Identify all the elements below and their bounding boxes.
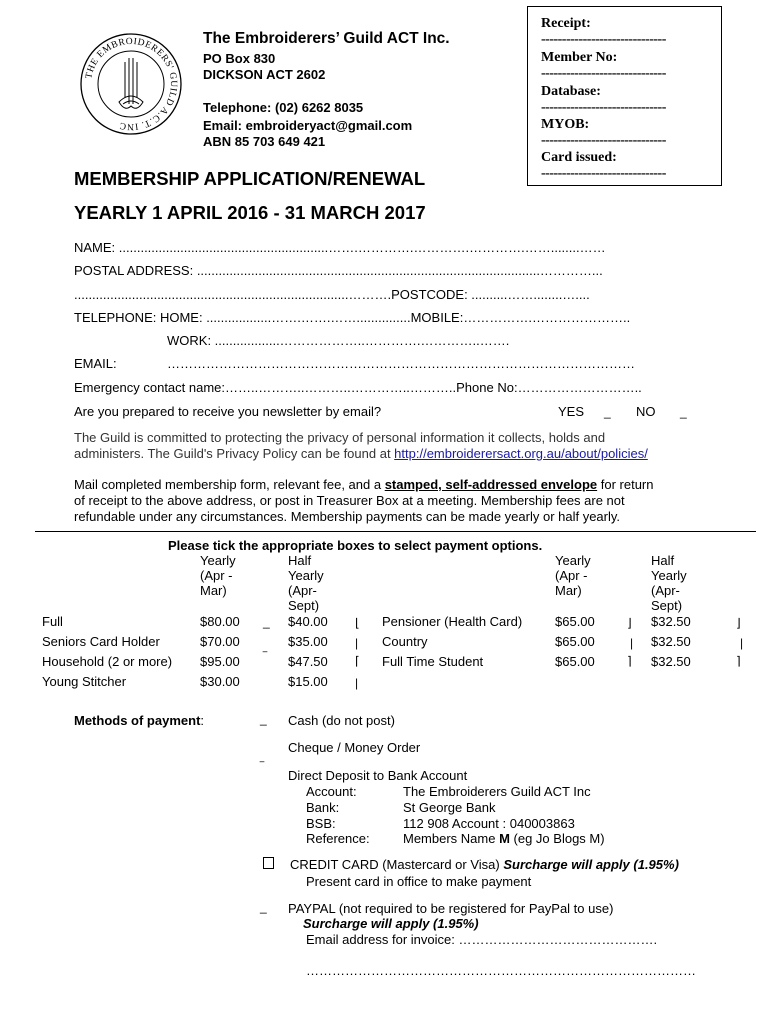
email: Email: embroideryact@gmail.com <box>203 118 413 133</box>
no-label: NO <box>636 404 656 419</box>
envelope-emphasis: stamped, self-addressed envelope <box>384 477 598 492</box>
tick-box[interactable]: _ <box>263 615 270 629</box>
methods-colon: : <box>200 713 205 728</box>
col-header-half: Half Yearly (Apr- Sept) <box>288 553 324 613</box>
dash-line: ------------------------------ <box>541 166 666 181</box>
tick-box[interactable]: | <box>355 636 359 650</box>
fee-name: Pensioner (Health Card) <box>382 614 523 629</box>
tick-box[interactable]: ⌊ <box>355 616 360 630</box>
bsb-value: 112 908 Account : 040003863 <box>403 816 575 831</box>
database-label: Database: <box>541 84 601 99</box>
account-value: The Embroiderers Guild ACT Inc <box>403 784 591 799</box>
abn: ABN 85 703 649 421 <box>203 134 326 149</box>
org-name: The Embroiderers’ Guild ACT Inc. <box>203 30 450 47</box>
newsletter-question: Are you prepared to receive you newsletter by email? <box>74 404 382 419</box>
myob-label: MYOB: <box>541 117 590 132</box>
privacy-policy-link[interactable]: http://embroiderersact.org.au/about/policies/ <box>394 446 648 461</box>
office-use-box <box>527 6 722 186</box>
fee-half: $47.50 <box>288 654 328 669</box>
paypal-option: PAYPAL (not required to be registered for PayPal to use) <box>288 901 614 916</box>
bank-label: Bank: <box>306 800 340 815</box>
fee-half: $32.50 <box>651 614 691 629</box>
receipt-label: Receipt: <box>541 16 591 31</box>
suburb: DICKSON ACT 2602 <box>203 67 326 82</box>
postal-address-field[interactable]: POSTAL ADDRESS: ...............................................................................................…………... <box>74 263 603 278</box>
paypal-email-field[interactable]: Email address for invoice: ………………………………………. <box>306 932 658 947</box>
fee-yearly: $80.00 <box>200 614 240 629</box>
reference-label: Reference: <box>306 831 370 846</box>
cheque-option: Cheque / Money Order <box>288 740 421 755</box>
paypal-surcharge: Surcharge will apply (1.95%) <box>303 916 479 931</box>
tick-box[interactable]: ⌋ <box>736 616 741 630</box>
surcharge-note: Surcharge will apply (1.95%) <box>503 857 679 872</box>
fee-name: Seniors Card Holder <box>42 634 160 649</box>
fee-half: $15.00 <box>288 674 328 689</box>
tick-box[interactable]: ⌈ <box>355 654 360 668</box>
tick-box[interactable]: | <box>630 636 634 650</box>
account-label: Account: <box>306 784 357 799</box>
paypal-tick[interactable]: _ <box>260 900 267 914</box>
mail-line-2: of receipt to the above address, or post in Treasurer Box at a meeting. Membership fees are not <box>74 493 625 508</box>
deposit-option: Direct Deposit to Bank Account <box>288 768 468 783</box>
fee-yearly: $65.00 <box>555 654 595 669</box>
fee-name: Country <box>382 634 428 649</box>
name-field[interactable]: NAME: ..........................................................…….………….………….………….……........…… <box>74 240 606 255</box>
work-phone-field[interactable]: WORK: ..................………………..………….…………..……. <box>167 333 510 348</box>
credit-card-checkbox[interactable] <box>263 857 274 869</box>
fee-name: Full <box>42 614 63 629</box>
member-no-label: Member No: <box>541 50 618 65</box>
email-label: EMAIL: <box>74 356 117 371</box>
guild-logo <box>79 32 183 136</box>
reference-value <box>403 831 605 846</box>
col-header-half: Half Yearly (Apr- Sept) <box>651 553 687 613</box>
col-header-yearly: Yearly (Apr - Mar) <box>555 553 591 598</box>
yes-checkbox[interactable]: _ <box>604 405 611 419</box>
bsb-label: BSB: <box>306 816 336 831</box>
telephone-field[interactable]: TELEPHONE: HOME: ..................…….…….……...............MOBILE:…………….………………….. <box>74 310 631 325</box>
reference-emphasis: M <box>499 831 510 846</box>
credit-card-option <box>290 857 679 872</box>
fee-half: $40.00 <box>288 614 328 629</box>
form-title: MEMBERSHIP APPLICATION/RENEWAL <box>74 168 426 189</box>
no-checkbox[interactable]: _ <box>680 405 687 419</box>
dash-line: ------------------------------ <box>541 133 666 148</box>
logo-ring-text: THE EMBROIDERERS' GUILD A.C.T. INC <box>84 36 179 132</box>
membership-period: YEARLY 1 APRIL 2016 - 31 MARCH 2017 <box>74 202 426 223</box>
col-header-yearly: Yearly (Apr - Mar) <box>200 553 236 598</box>
payment-table-heading: Please tick the appropriate boxes to select payment options. <box>168 538 543 553</box>
cash-tick[interactable]: _ <box>260 712 267 726</box>
credit-text: CREDIT CARD (Mastercard or Visa) <box>290 857 504 872</box>
tick-box[interactable]: ⌋ <box>627 616 632 630</box>
fee-yearly: $95.00 <box>200 654 240 669</box>
mail-text: Mail completed membership form, relevant fee, and a <box>74 477 385 492</box>
mail-text: for return <box>597 477 654 492</box>
fee-name: Young Stitcher <box>42 674 127 689</box>
fee-half: $35.00 <box>288 634 328 649</box>
privacy-line-1: The Guild is committed to protecting the privacy of personal information it collects, holds and <box>74 430 606 445</box>
tick-box[interactable]: | <box>740 636 744 650</box>
fee-name: Full Time Student <box>382 654 484 669</box>
card-issued-label: Card issued: <box>541 150 617 165</box>
telephone: Telephone: (02) 6262 8035 <box>203 100 364 115</box>
yes-label: YES <box>558 404 585 419</box>
paypal-email-line-2[interactable]: ……………………………………………………………………………… <box>306 963 696 978</box>
section-divider <box>35 531 756 532</box>
tick-box[interactable]: ⌉ <box>627 654 632 668</box>
deposit-tick[interactable]: ‾ <box>260 760 264 774</box>
cash-option: Cash (do not post) <box>288 713 395 728</box>
tick-box[interactable]: ‾ <box>263 650 267 664</box>
bank-value: St George Bank <box>403 800 496 815</box>
fee-half: $32.50 <box>651 654 691 669</box>
mail-line-3: refundable under any circumstances. Membership payments can be made yearly or half yearly. <box>74 509 621 524</box>
mail-line-1 <box>74 477 653 492</box>
dash-line: ------------------------------ <box>541 100 666 115</box>
emergency-contact-field[interactable]: Emergency contact name:……..………..………..…………..………..Phone No:……………………….. <box>74 380 642 395</box>
reference-text: Members Name <box>403 831 500 846</box>
fee-yearly: $30.00 <box>200 674 240 689</box>
credit-card-note: Present card in office to make payment <box>306 874 532 889</box>
privacy-text: administers. The Guild's Privacy Policy can be found at <box>74 446 395 461</box>
privacy-line-2 <box>74 446 648 461</box>
methods-label: Methods of payment <box>74 713 201 728</box>
tick-box[interactable]: ⌉ <box>736 654 741 668</box>
dash-line: ------------------------------ <box>541 66 666 81</box>
fee-yearly: $70.00 <box>200 634 240 649</box>
fee-yearly: $65.00 <box>555 614 595 629</box>
fee-half: $32.50 <box>651 634 691 649</box>
po-box: PO Box 830 <box>203 51 276 66</box>
email-field[interactable]: ……………………………………………………………………………………………… <box>167 356 635 371</box>
reference-text: (eg Jo Blogs M) <box>509 831 605 846</box>
tick-box[interactable]: | <box>355 676 359 690</box>
dash-line: ------------------------------ <box>541 32 666 47</box>
fee-yearly: $65.00 <box>555 634 595 649</box>
methods-heading <box>74 713 204 728</box>
postcode-field[interactable]: ............................................................................……….POSTCODE: ..........……........….... <box>74 287 590 302</box>
fee-name: Household (2 or more) <box>42 654 173 669</box>
